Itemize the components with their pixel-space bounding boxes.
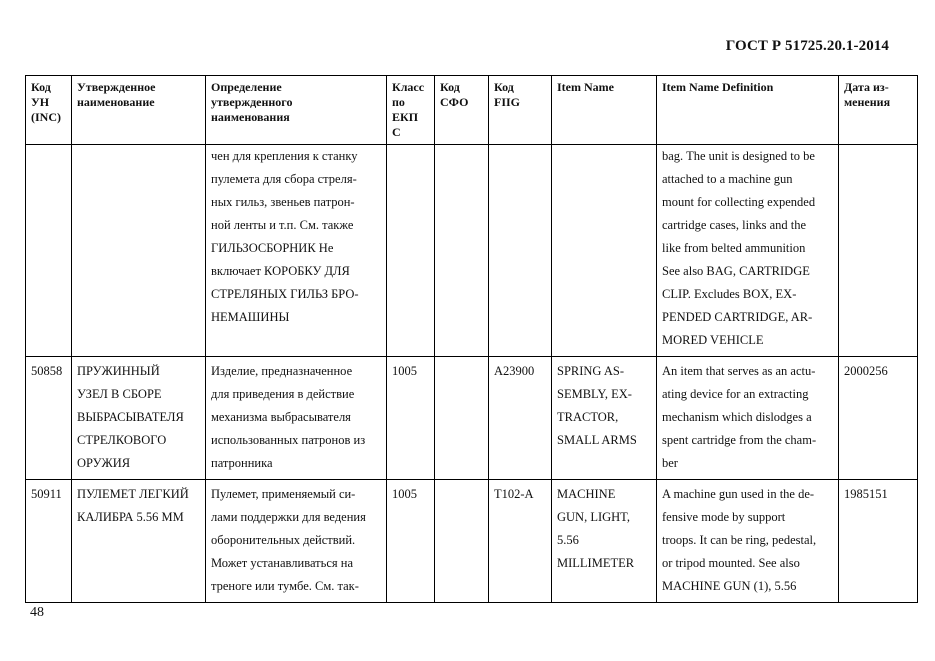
cell-text-line: механизма выбрасывателя [211,410,351,424]
cell-text-line: ПУЛЕМЕТ ЛЕГКИЙ [77,487,189,501]
cell-text-line: включает КОРОБКУ ДЛЯ [211,264,350,278]
cell-text-line: патронника [211,456,273,470]
cell-fiig [489,480,552,603]
cell-item-name [552,480,657,603]
cell-text-line: КАЛИБРА 5.56 ММ [77,510,184,524]
cell-text-line: PENDED CARTRIDGE, AR- [662,310,813,324]
cell-text-line: GUN, LIGHT, [557,510,631,524]
header-fiig [489,76,552,145]
cell-item-definition [657,145,839,357]
header-line: наименование [77,95,155,109]
table-row [26,357,918,480]
cell-text-line: СТРЕЛКОВОГО [77,433,167,447]
cell-text-line: MACHINE GUN (1), 5.56 [662,579,797,593]
cell-text-line: лами поддержки для ведения [211,510,366,524]
header-line: Класс [392,80,425,94]
header-line: С [392,125,401,139]
cell-text-line: пулемета для сбора стреля- [211,172,357,186]
header-line: FIIG [494,95,521,109]
cell-text-line: or tripod mounted. See also [662,556,800,570]
cell-text-line: ber [662,456,678,470]
header-line: УН [31,95,50,109]
header-line: менения [844,95,891,109]
cell-text-line: Изделие, предназначенное [211,364,353,378]
cell-sfo [435,145,489,357]
cell-text-line: 5.56 [557,533,579,547]
cell-inc [26,357,72,480]
cell-text-line: spent cartridge from the cham- [662,433,817,447]
cell-text-line: fensive mode by support [662,510,786,524]
cell-approved-name [72,357,206,480]
cell-text-line: mount for collecting expended [662,195,816,209]
header-line: Код [31,80,51,94]
cell-sfo [435,480,489,603]
cell-text-line: Может устанавливаться на [211,556,353,570]
cell-text-line: cartridge cases, links and the [662,218,807,232]
cell-text-line: bag. The unit is designed to be [662,149,815,163]
cell-text-line: УЗЕЛ В СБОРЕ [77,387,162,401]
cell-text-line: для приведения в действие [211,387,355,401]
cell-approved-name [72,480,206,603]
cell-date [839,357,918,480]
cell-text-line: ПРУЖИННЫЙ [77,364,160,378]
cell-text-line: чен для крепления к станку [211,149,358,163]
table-row [26,145,918,357]
table-row [26,480,918,603]
header-row [26,76,918,145]
cell-text-line: attached to a machine gun [662,172,793,186]
cell-text-line: 50911 [31,487,62,501]
cell-text-line: See also BAG, CARTRIDGE [662,264,810,278]
cell-class [387,145,435,357]
header-definition [206,76,387,145]
header-approved-name [72,76,206,145]
cell-text-line: оборонительных действий. [211,533,356,547]
page-number: 48 [30,605,44,620]
cell-definition [206,145,387,357]
header-line: Код [440,80,460,94]
cell-text-line: Пулемет, применяемый си- [211,487,356,501]
header-line: наименования [211,110,290,124]
cell-text-line: ОРУЖИЯ [77,456,131,470]
header-line: Утвержденное [77,80,156,94]
cell-text-line: треноге или тумбе. См. так- [211,579,359,593]
cell-inc [26,480,72,603]
cell-date [839,145,918,357]
cell-text-line: SEMBLY, EX- [557,387,632,401]
standard-title: ГОСТ Р 51725.20.1-2014 [725,38,889,54]
cell-text-line: 1985151 [844,487,888,501]
cell-text-line: troops. It can be ring, pedestal, [662,533,817,547]
cell-text-line: MILLIMETER [557,556,635,570]
catalog-table [25,75,918,603]
cell-item-definition [657,357,839,480]
cell-text-line: ных гильз, звеньев патрон- [211,195,355,209]
cell-text-line: mechanism which dislodges a [662,410,812,424]
header-item-name-definition [657,76,839,145]
cell-text-line: MACHINE [557,487,616,501]
cell-text-line: НЕМАШИНЫ [211,310,290,324]
cell-text-line: MORED VEHICLE [662,333,764,347]
cell-sfo [435,357,489,480]
header-line: Item Name [557,80,614,94]
cell-item-name [552,145,657,357]
cell-text-line: 2000256 [844,364,888,378]
header-line: Код [494,80,514,94]
header-item-name [552,76,657,145]
cell-class [387,357,435,480]
header-line: Определение [211,80,282,94]
header-class [387,76,435,145]
header-line: утвержденного [211,95,293,109]
cell-item-name [552,357,657,480]
cell-text-line: like from belted ammunition [662,241,806,255]
header-sfo [435,76,489,145]
cell-text-line: 1005 [392,364,417,378]
cell-text-line: ной ленты и т.п. См. также [211,218,354,232]
cell-text-line: SPRING AS- [557,364,625,378]
cell-fiig [489,357,552,480]
cell-approved-name [72,145,206,357]
cell-definition [206,357,387,480]
cell-text-line: 1005 [392,487,417,501]
cell-text-line: использованных патронов из [211,433,366,447]
header-line: Item Name Definition [662,80,774,94]
cell-text-line: A machine gun used in the de- [662,487,815,501]
header-inc [26,76,72,145]
header-change-date [839,76,918,145]
cell-text-line: ating device for an extracting [662,387,809,401]
header-line: ЕКП [392,110,419,124]
header-line: СФО [440,95,469,109]
cell-fiig [489,145,552,357]
cell-item-definition [657,480,839,603]
cell-text-line: An item that serves as an actu- [662,364,816,378]
cell-inc [26,145,72,357]
cell-text-line: SMALL ARMS [557,433,637,447]
cell-text-line: СТРЕЛЯНЫХ ГИЛЬЗ БРО- [211,287,359,301]
header-line: по [392,95,405,109]
cell-text-line: TRACTOR, [557,410,619,424]
header-line: (INC) [31,110,61,124]
cell-text-line: ВЫБРАСЫВАТЕЛЯ [77,410,184,424]
cell-class [387,480,435,603]
cell-text-line: CLIP. Excludes BOX, EX- [662,287,797,301]
cell-text-line: ГИЛЬЗОСБОРНИК Не [211,241,334,255]
cell-definition [206,480,387,603]
header-line: Дата из- [844,80,889,94]
cell-date [839,480,918,603]
cell-text-line: 50858 [31,364,63,378]
cell-text-line: A23900 [494,364,535,378]
cell-text-line: T102-A [494,487,534,501]
